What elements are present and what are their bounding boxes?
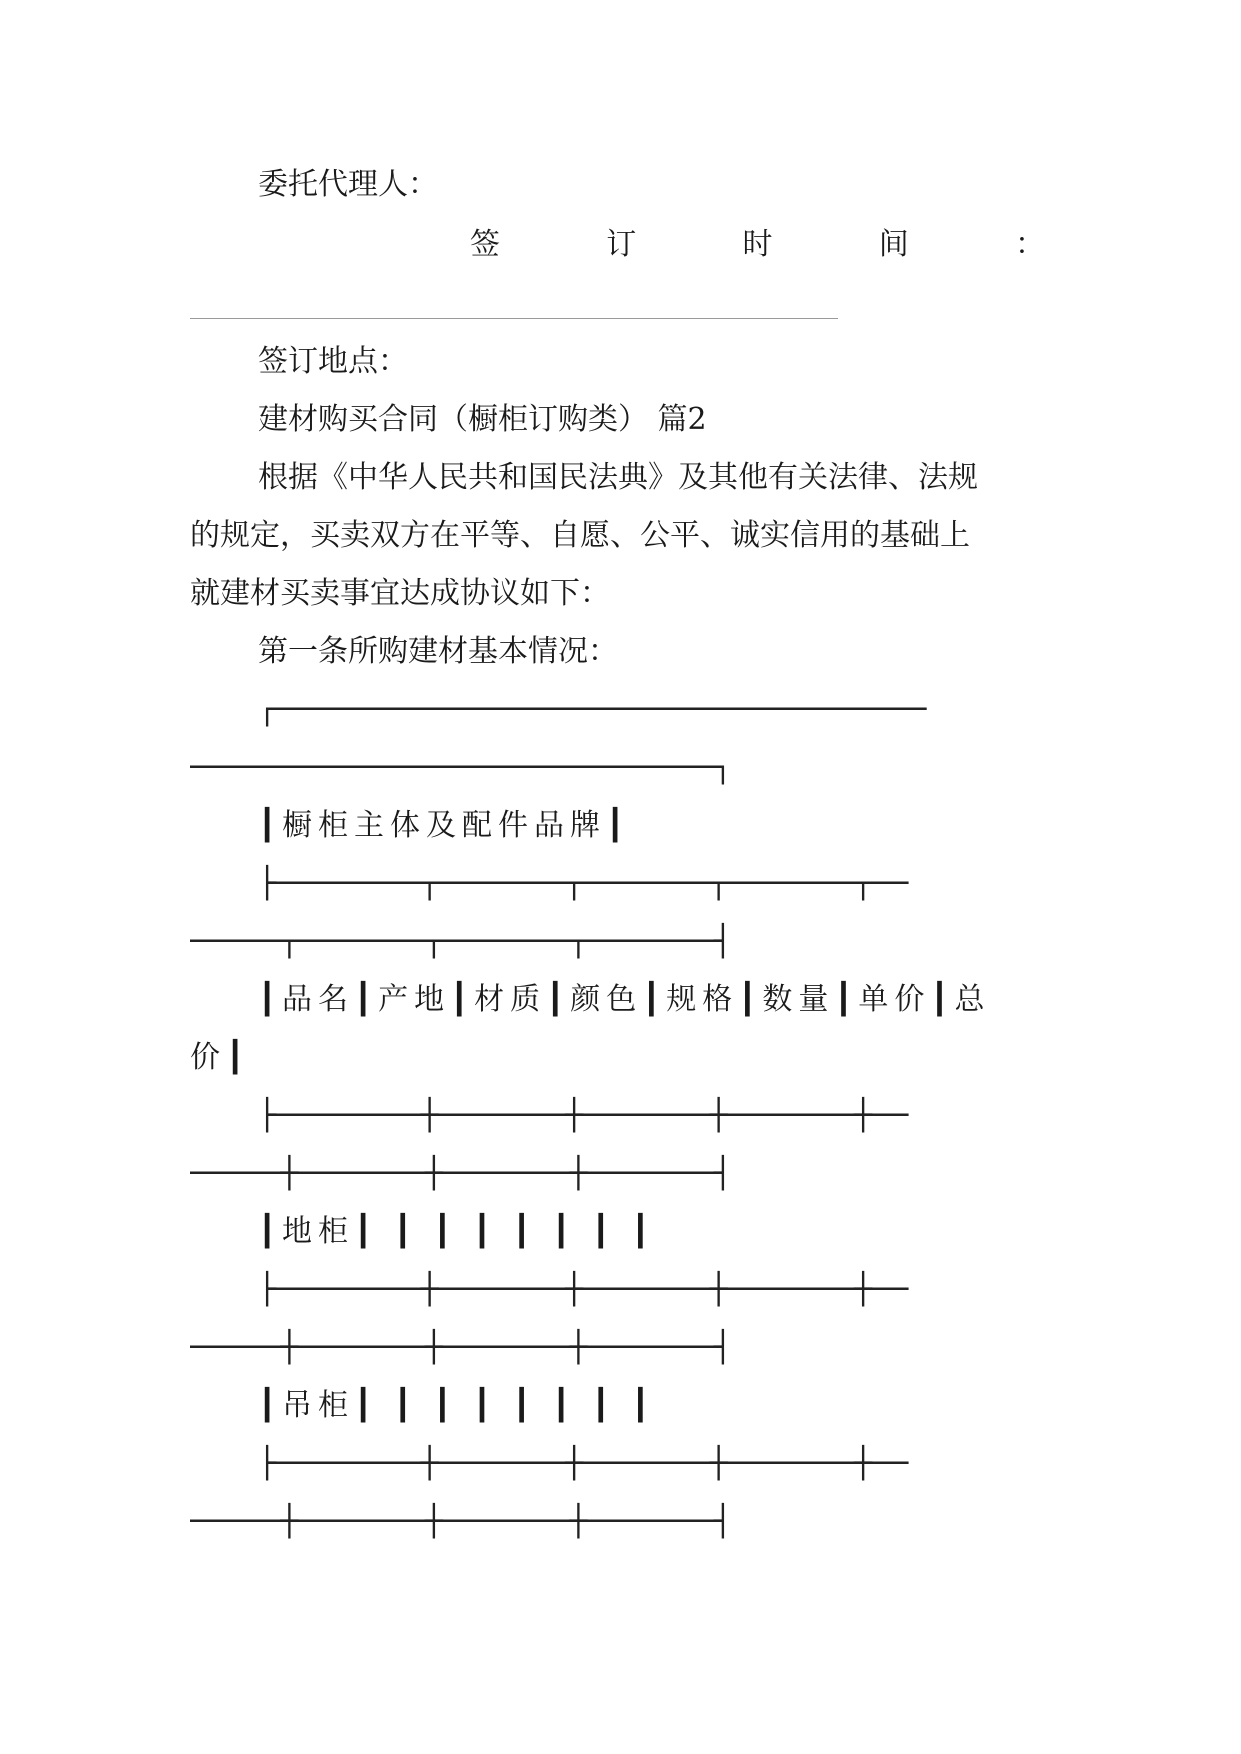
table-separator-cont: ─────┬───────┬───────┬───────┤ [190, 924, 732, 959]
table-separator: ├────────┼───────┼───────┼───────┼── [258, 1446, 909, 1481]
sign-time-char: 间 [878, 227, 909, 262]
table-row-wall-cabinet: ┃吊柜┃ ┃ ┃ ┃ ┃ ┃ ┃ ┃ [258, 1388, 656, 1423]
table-separator: ├────────┬───────┬───────┬───────┬── [258, 866, 909, 901]
table-header-row-cont: 价┃ [190, 1040, 251, 1075]
agent-label: 委托代理人： [258, 167, 438, 202]
intro-line-1: 根据《中华人民共和国民法典》及其他有关法律、法规 [258, 460, 978, 495]
table-row-floor-cabinet: ┃地柜┃ ┃ ┃ ┃ ┃ ┃ ┃ ┃ [258, 1214, 656, 1249]
sign-time-char: 时 [742, 227, 773, 262]
sign-place-label: 签订地点： [258, 344, 408, 379]
table-brand-row: ┃橱柜主体及配件品牌┃ [258, 808, 631, 843]
article-1-heading: 第一条所购建材基本情况： [258, 634, 618, 669]
intro-line-2: 的规定，买卖双方在平等、自愿、公平、诚实信用的基础上 [190, 518, 970, 553]
table-top-border: ┌──────────────────────────────────── [258, 692, 927, 727]
sign-time-label [470, 225, 1045, 265]
table-separator: ├────────┼───────┼───────┼───────┼── [258, 1098, 909, 1133]
table-separator-cont: ─────┼───────┼───────┼───────┤ [190, 1504, 732, 1539]
intro-line-3: 就建材买卖事宜达成协议如下： [190, 576, 610, 611]
table-top-border-cont: ─────────────────────────────┐ [190, 750, 732, 785]
sign-time-char: 订 [606, 227, 637, 262]
table-header-row: ┃品名┃产地┃材质┃颜色┃规格┃数量┃单价┃总 [258, 982, 991, 1017]
sign-time-char: 签 [470, 227, 500, 262]
fill-in-underline [190, 318, 838, 319]
table-separator: ├────────┼───────┼───────┼───────┼── [258, 1272, 909, 1307]
sign-time-char: ： [1015, 227, 1045, 262]
contract-title: 建材购买合同（橱柜订购类） 篇2 [258, 402, 707, 437]
table-separator-cont: ─────┼───────┼───────┼───────┤ [190, 1156, 732, 1191]
table-separator-cont: ─────┼───────┼───────┼───────┤ [190, 1330, 732, 1365]
